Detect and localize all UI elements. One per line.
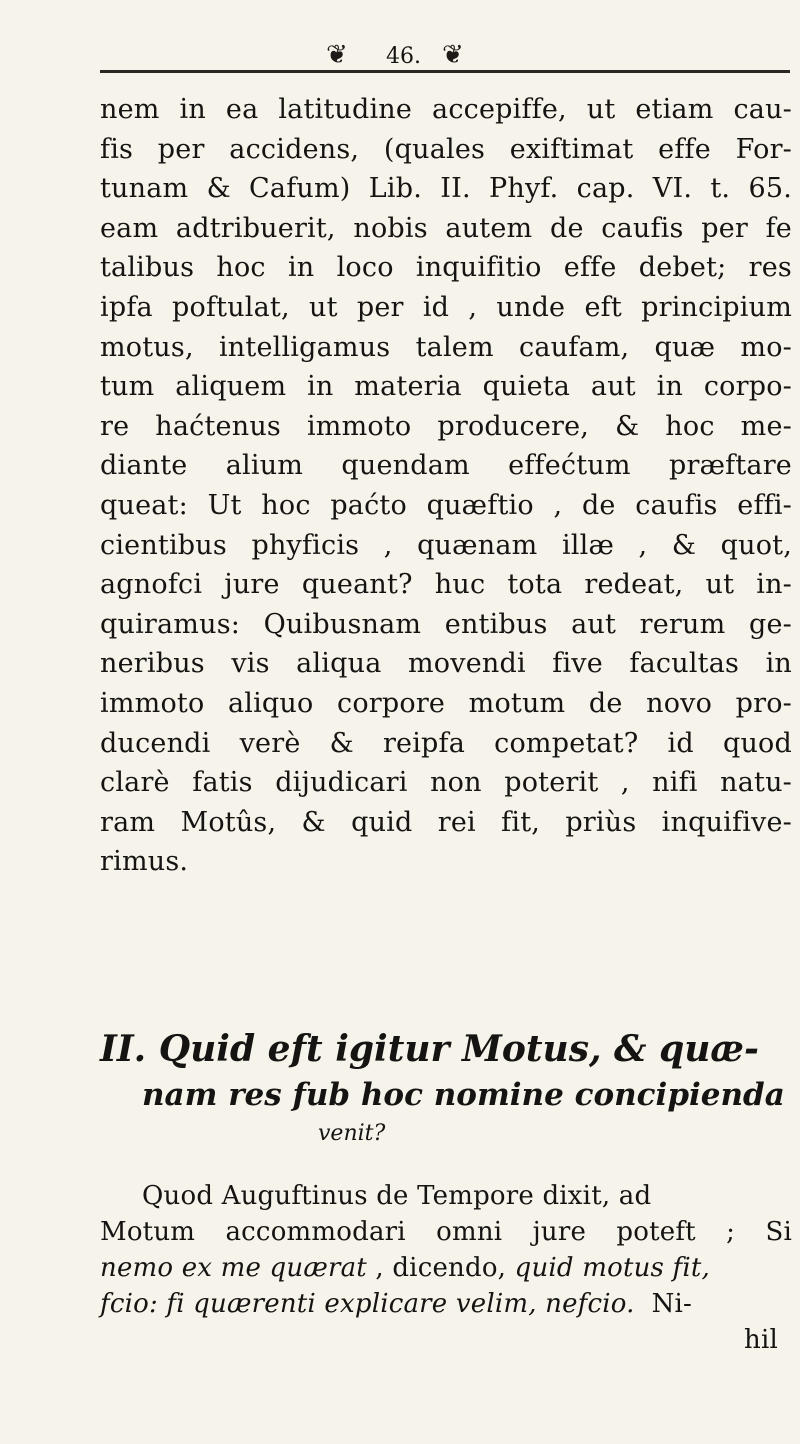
text-fragment: Motum accommodari omni jure poteft ; Si <box>100 1217 792 1247</box>
text-line: ducendi verè & reipfa competat? id quod <box>100 727 792 759</box>
text-line: agnofci jure queant? huc tota redeat, ut in- <box>100 569 792 601</box>
text-line: diante alium quendam effećtum præftare <box>100 450 792 482</box>
italic-fragment: fcio: fi quærenti explicare velim, nefcio. <box>100 1289 635 1319</box>
text-line <box>100 1286 792 1322</box>
text-line: eam adtribuerit, nobis autem de caufis per fe <box>100 212 792 244</box>
page-header <box>100 40 790 80</box>
text-line: ipfa poftulat, ut per id , unde eft principium <box>100 291 792 323</box>
header-rule <box>100 70 790 73</box>
paragraph-2 <box>100 1178 792 1358</box>
text-line: rimus. <box>100 846 189 878</box>
italic-fragment: quid motus fit, <box>514 1253 710 1283</box>
text-line: neribus vis aliqua movendi five facultas in <box>100 648 792 680</box>
text-fragment: Ni- <box>651 1289 693 1319</box>
heading-line-2: nam res fub hoc nomine concipienda <box>142 1077 785 1113</box>
text-line: talibus hoc in loco inquifitio effe debet; res <box>100 252 792 284</box>
text-line <box>100 1250 792 1286</box>
text-line: fis per accidens, (quales exiftimat effe For- <box>100 133 792 165</box>
text-line <box>100 1214 792 1250</box>
italic-fragment: nemo ex me quærat <box>100 1253 367 1283</box>
text-fragment: , dicendo, <box>375 1253 507 1283</box>
text-line: nem in ea latitudine accepiffe, ut etiam cau- <box>100 94 792 125</box>
text-line: queat: Ut hoc paćto quæftio , de caufis effi- <box>100 489 792 521</box>
section-heading <box>100 1025 792 1151</box>
text-line: tunam & Cafum) Lib. II. Phyf. cap. VI. t. 65. <box>100 173 792 205</box>
text-line: quiramus: Quibusnam entibus aut rerum ge- <box>100 608 792 640</box>
text-line: re haćtenus immoto producere, & hoc me- <box>100 410 792 442</box>
ornament-right-icon: ❦ <box>438 42 468 68</box>
text-line: ram Motûs, & quid rei fit, priùs inquifive- <box>100 806 792 838</box>
text-line: cientibus phyficis , quænam illæ , & quot, <box>100 529 792 561</box>
ornament-left-icon: ❦ <box>322 42 352 68</box>
text-line: Quod Auguftinus de Tempore dixit, ad <box>142 1181 652 1211</box>
catchword: hil <box>744 1325 778 1355</box>
heading-line-1: II. Quid eft igitur Motus, & quæ- <box>100 1028 759 1070</box>
text-line: tum aliquem in materia quieta aut in corpo- <box>100 371 792 403</box>
text-line: clarè fatis dijudicari non poterit , nifi natu- <box>100 767 792 799</box>
text-line: motus, intelligamus talem caufam, quæ mo- <box>100 331 792 363</box>
heading-line-3: venit? <box>318 1121 386 1146</box>
paragraph-1 <box>100 90 792 882</box>
page-number: 46. <box>380 44 427 70</box>
text-line: immoto aliquo corpore motum de novo pro- <box>100 687 792 719</box>
